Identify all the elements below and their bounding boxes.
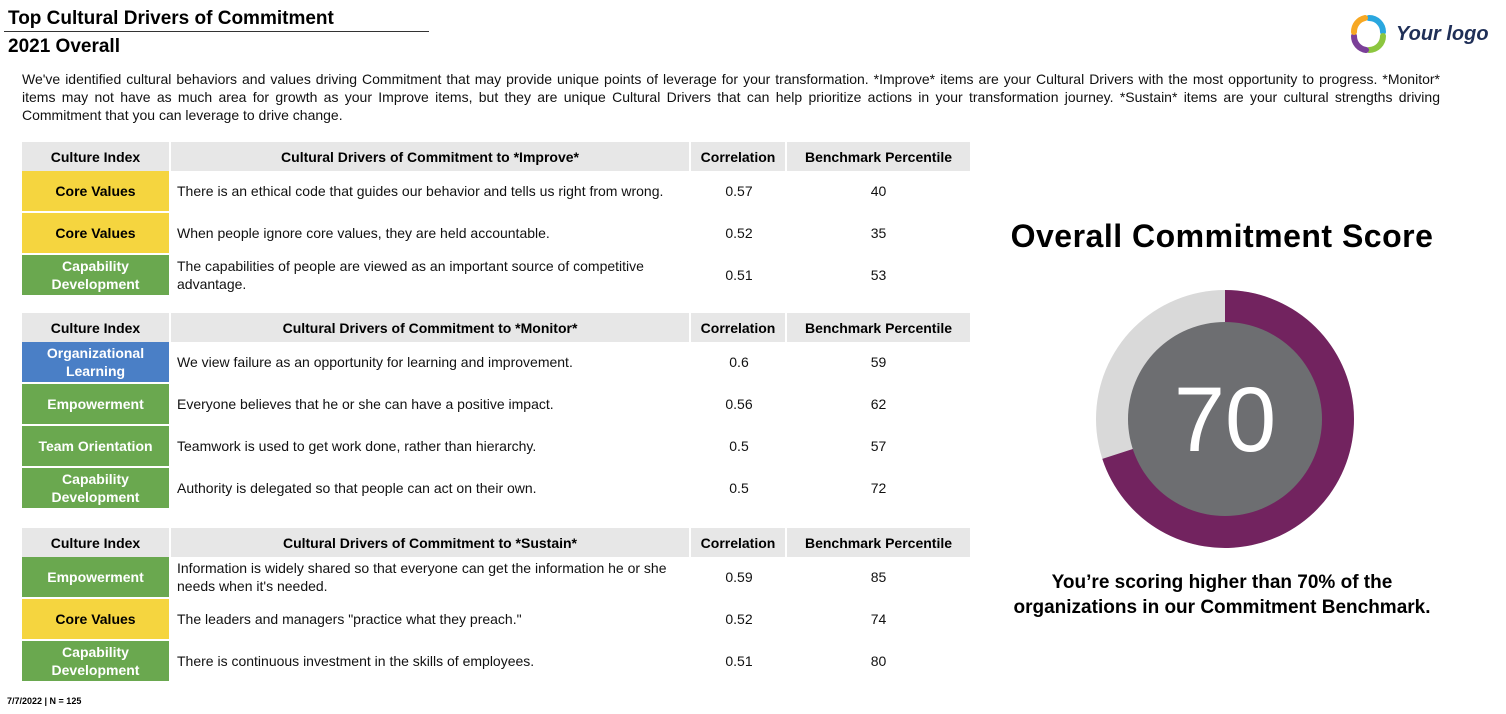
correlation-value: 0.52	[691, 599, 787, 641]
score-caption: You’re scoring higher than 70% of the organizations in our Commitment Benchmark.	[1013, 572, 1431, 618]
correlation-value: 0.57	[691, 171, 787, 213]
page-subtitle: 2021 Overall	[8, 36, 120, 57]
table-row	[22, 213, 970, 255]
score-title: Overall Commitment Score	[1010, 218, 1434, 254]
driver-statement: We view failure as an opportunity for learning and improvement.	[171, 342, 691, 384]
title-divider	[4, 31, 429, 32]
correlation-value: 0.5	[691, 468, 787, 510]
header-benchmark-percentile: Benchmark Percentile	[787, 142, 970, 171]
table-row	[22, 468, 970, 510]
percentile-value: 62	[787, 384, 970, 426]
commitment-score-gauge	[1094, 288, 1356, 550]
page-title: Top Cultural Drivers of Commitment	[8, 8, 334, 29]
correlation-value: 0.5	[691, 426, 787, 468]
table-row	[22, 641, 970, 683]
table-row	[22, 426, 970, 468]
culture-index-cell: Empowerment	[22, 557, 171, 599]
table-row	[22, 599, 970, 641]
culture-index-cell: Core Values	[22, 213, 171, 255]
percentile-value: 85	[787, 557, 970, 599]
report-footer: 7/7/2022 | N = 125	[7, 696, 82, 706]
monitor-drivers-table	[22, 313, 970, 510]
header-correlation: Correlation	[691, 142, 787, 171]
header-drivers: Cultural Drivers of Commitment to *Sustain*	[171, 528, 691, 557]
table-row	[22, 384, 970, 426]
header-benchmark-percentile: Benchmark Percentile	[787, 528, 970, 557]
driver-statement: There is an ethical code that guides our behavior and tells us right from wrong.	[171, 171, 691, 213]
culture-index-cell: Team Orientation	[22, 426, 171, 468]
driver-statement: Everyone believes that he or she can have a positive impact.	[171, 384, 691, 426]
logo-swirl-icon	[1346, 12, 1392, 58]
header-culture-index: Culture Index	[22, 528, 171, 557]
sustain-drivers-table	[22, 528, 970, 683]
table-row	[22, 342, 970, 384]
percentile-value: 57	[787, 426, 970, 468]
culture-index-cell: Empowerment	[22, 384, 171, 426]
driver-statement: The leaders and managers "practice what they preach."	[171, 599, 691, 641]
table-row	[22, 255, 970, 297]
culture-index-cell: Organizational Learning	[22, 342, 171, 384]
driver-statement: Teamwork is used to get work done, rather than hierarchy.	[171, 426, 691, 468]
percentile-value: 74	[787, 599, 970, 641]
header-correlation: Correlation	[691, 313, 787, 342]
header-drivers: Cultural Drivers of Commitment to *Monitor*	[171, 313, 691, 342]
percentile-value: 59	[787, 342, 970, 384]
culture-index-cell: Capability Development	[22, 468, 171, 510]
company-logo	[1346, 12, 1496, 60]
correlation-value: 0.52	[691, 213, 787, 255]
culture-index-cell: Capability Development	[22, 641, 171, 683]
culture-index-cell: Core Values	[22, 171, 171, 213]
header-culture-index: Culture Index	[22, 313, 171, 342]
improve-drivers-table	[22, 142, 970, 297]
correlation-value: 0.51	[691, 641, 787, 683]
score-value: 70	[1173, 369, 1277, 471]
percentile-value: 80	[787, 641, 970, 683]
driver-statement: The capabilities of people are viewed as an important source of competitive advantage.	[171, 255, 691, 297]
header-culture-index: Culture Index	[22, 142, 171, 171]
driver-statement: When people ignore core values, they are held accountable.	[171, 213, 691, 255]
percentile-value: 40	[787, 171, 970, 213]
table-row	[22, 171, 970, 213]
correlation-value: 0.59	[691, 557, 787, 599]
header-benchmark-percentile: Benchmark Percentile	[787, 313, 970, 342]
culture-index-cell: Core Values	[22, 599, 171, 641]
table-row	[22, 557, 970, 599]
culture-index-cell: Capability Development	[22, 255, 171, 297]
header-correlation: Correlation	[691, 528, 787, 557]
correlation-value: 0.6	[691, 342, 787, 384]
percentile-value: 72	[787, 468, 970, 510]
intro-paragraph: We've identified cultural behaviors and values driving Commitment that may provide unique points of leverage for your transformation. *Improve* items are your Cultural Drivers with the most opportunity to progress. *Monitor* items may not have as much area for growth as your Improve items, but they are unique Cultural Drivers that can help prioritize actions in your transformation journey. *Sustain* items are your cultural strengths driving Commitment that you can leverage to drive change.	[22, 71, 1440, 123]
correlation-value: 0.51	[691, 255, 787, 297]
correlation-value: 0.56	[691, 384, 787, 426]
driver-statement: There is continuous investment in the skills of employees.	[171, 641, 691, 683]
driver-statement: Information is widely shared so that everyone can get the information he or she needs when it's needed.	[171, 557, 691, 599]
percentile-value: 35	[787, 213, 970, 255]
logo-text: Your logo	[1396, 23, 1489, 45]
driver-statement: Authority is delegated so that people can act on their own.	[171, 468, 691, 510]
percentile-value: 53	[787, 255, 970, 297]
header-drivers: Cultural Drivers of Commitment to *Improve*	[171, 142, 691, 171]
